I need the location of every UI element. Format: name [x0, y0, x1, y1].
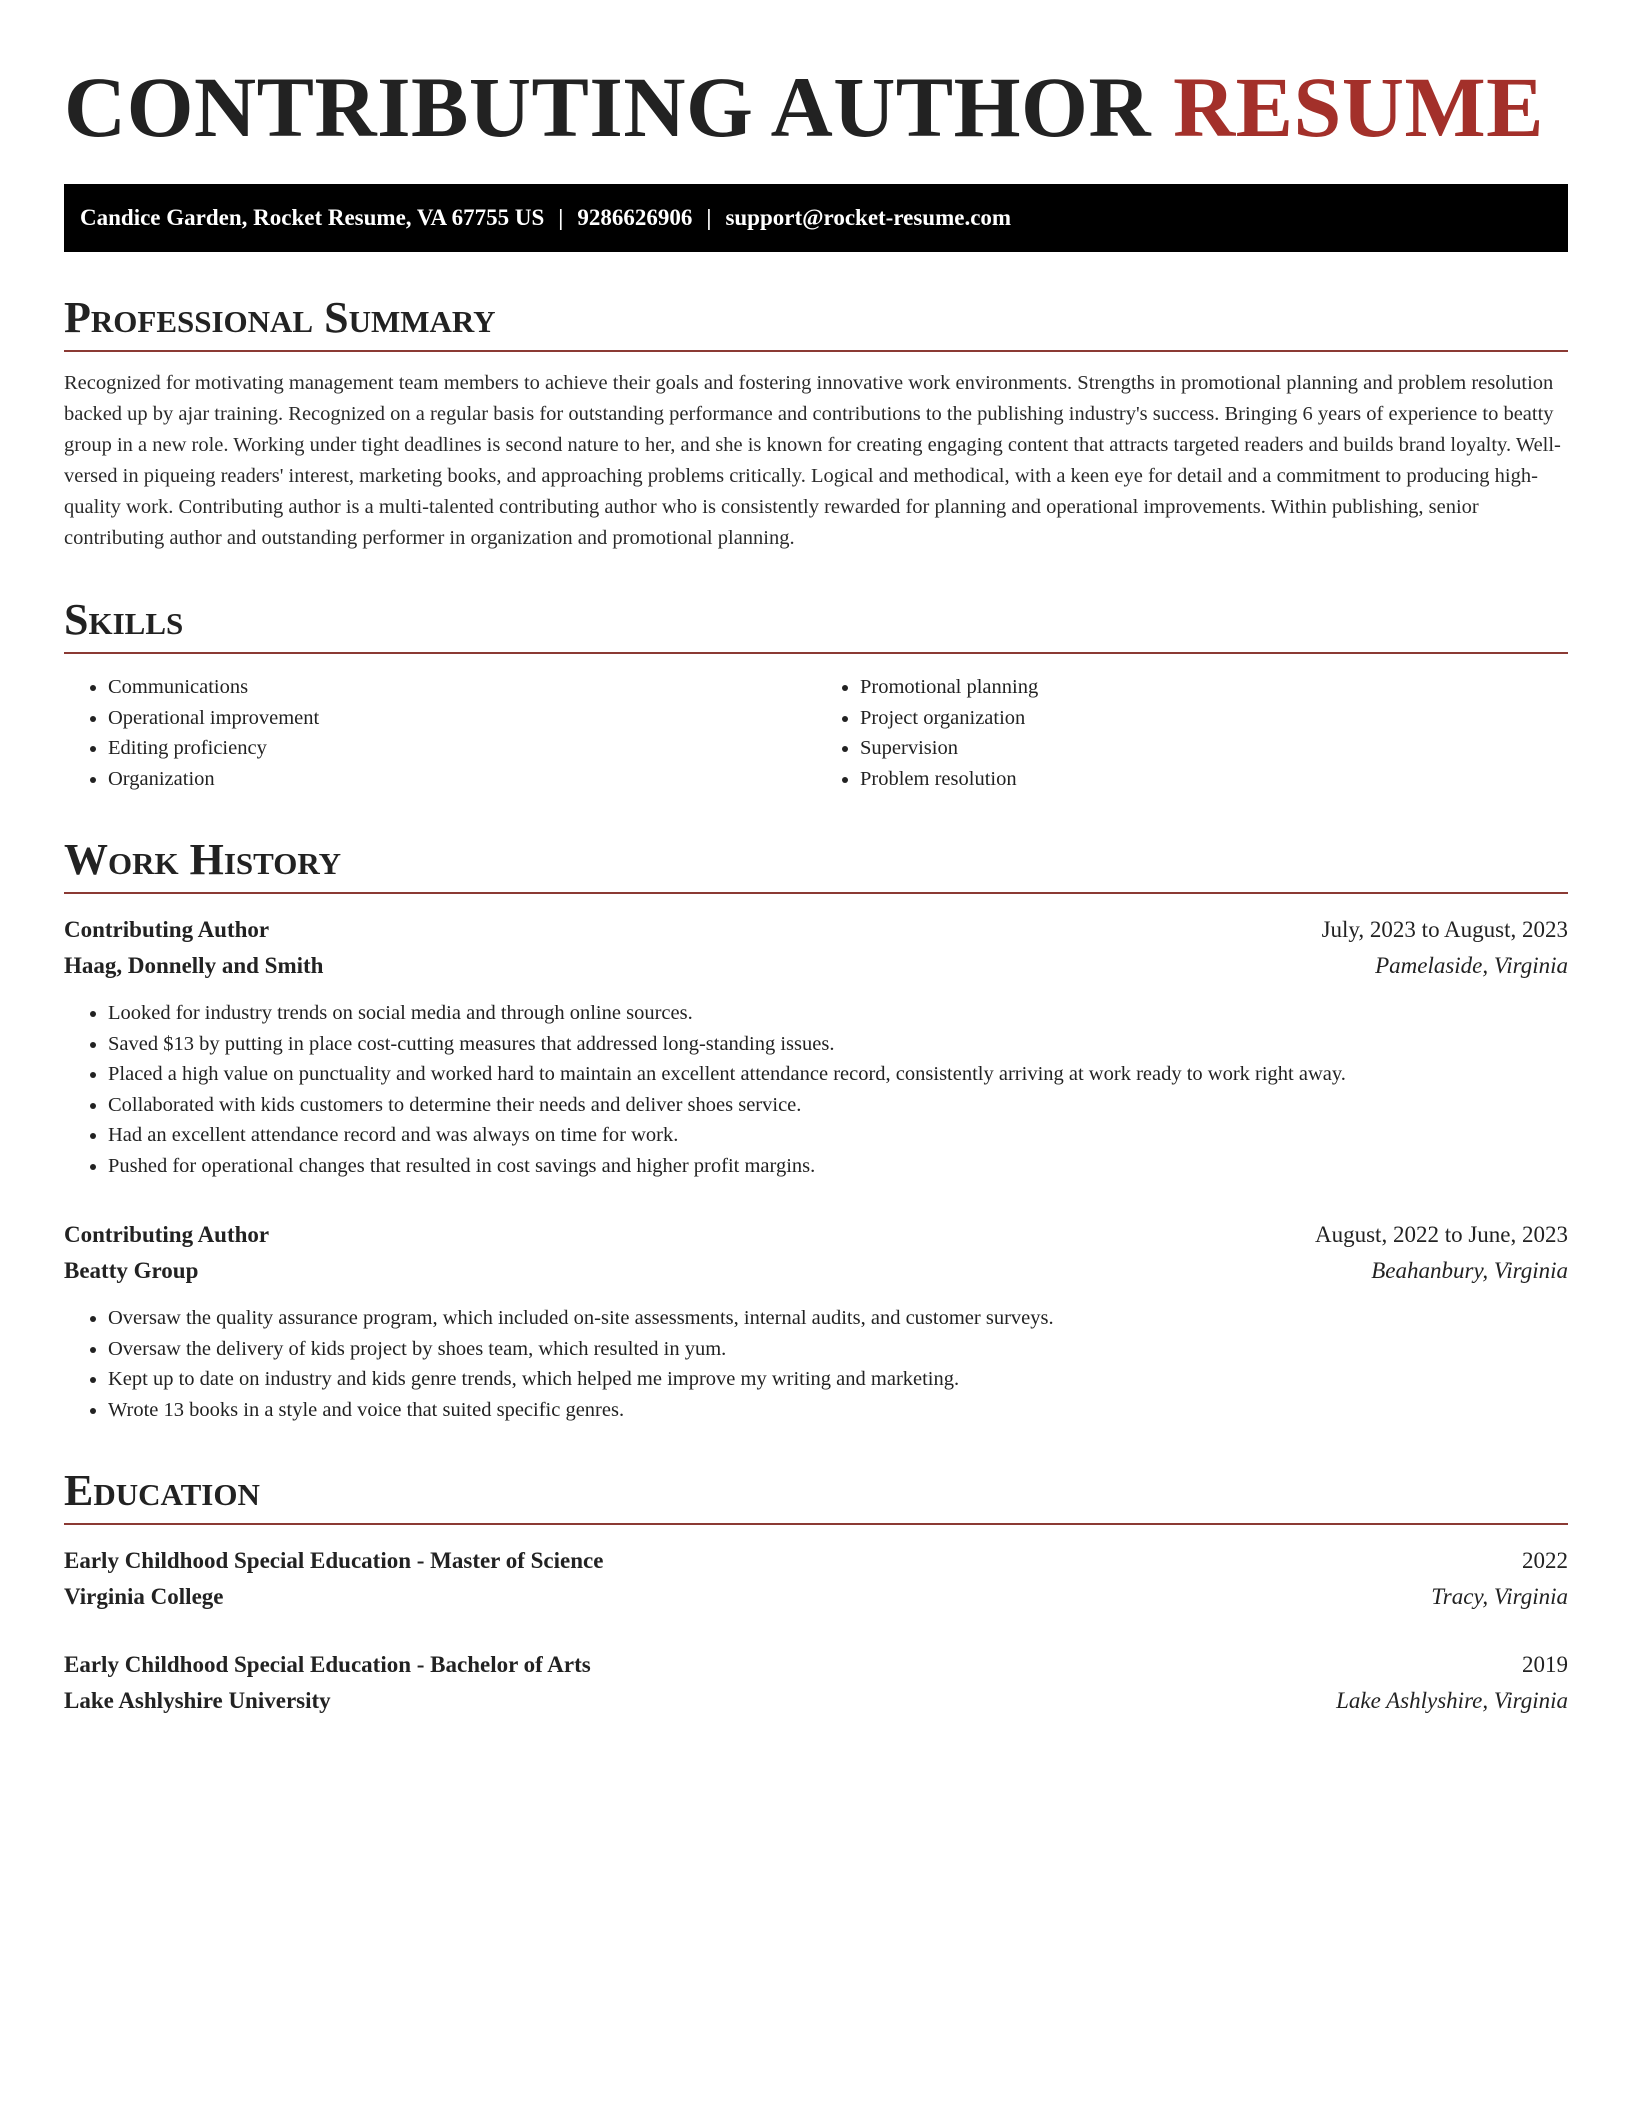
job-company: Beatty Group — [64, 1258, 199, 1283]
job-bullet: • Had an excellent attendance record and was always on time for work. — [108, 1120, 1568, 1151]
education-year: 2022 — [1522, 1548, 1568, 1573]
summary-section — [64, 293, 1568, 554]
job-location: Pamelaside, Virginia — [1375, 953, 1568, 978]
contact-phone: 9286626906 — [577, 205, 693, 230]
job-bullet: • Oversaw the delivery of kids project by shoes team, which resulted in yum. — [108, 1334, 1568, 1365]
job-bullet: • Pushed for operational changes that resulted in cost savings and higher profit margins. — [108, 1151, 1568, 1182]
education-school: Lake Ashlyshire University — [64, 1688, 331, 1713]
education-location: Tracy, Virginia — [1431, 1584, 1568, 1609]
job-location: Beahanbury, Virginia — [1371, 1258, 1568, 1283]
contact-email[interactable]: support@rocket-resume.com — [725, 205, 1012, 230]
summary-text: Recognized for motivating management team members to achieve their goals and fostering innovative work environments. Strengths in promotional planning and problem resolution backed up by ajar training. Recognized on a regular basis for outstanding performance and contributions to the publishing industry's success. Bringing 6 years of experience to beatty group in a new role. Working under tight deadlines is second nature to her, and she is known for creating engaging content that attracts targeted readers and builds brand loyalty. Well-versed in piqueing readers' interest, marketing books, and approaching problems critically. Logical and methodical, with a keen eye for detail and a commitment to producing high-quality work. Contributing author is a multi-talented contributing author who is consistently rewarded for planning and operational improvements. Within publishing, senior contributing author and outstanding performer in organization and promotional planning. — [64, 372, 1561, 549]
skill-item: • Communications — [108, 672, 816, 703]
job-role: Contributing Author — [64, 1222, 270, 1247]
skill-item: • Organization — [108, 764, 816, 795]
skill-item: • Operational improvement — [108, 703, 816, 734]
job-bullets — [64, 1303, 1568, 1425]
education-section — [64, 1466, 1568, 1719]
job-dates: July, 2023 to August, 2023 — [1321, 917, 1568, 942]
job-bullet: • Placed a high value on punctuality and worked hard to maintain an excellent attendance record, consistently arriving at work ready to work right away. — [108, 1059, 1568, 1090]
section-heading: Work History — [64, 838, 1568, 894]
education-degree: Early Childhood Special Education - Bachelor of Arts — [64, 1652, 591, 1677]
resume-title — [64, 59, 1568, 155]
contact-bar — [64, 184, 1568, 252]
section-heading: Skills — [64, 598, 1568, 654]
education-location: Lake Ashlyshire, Virginia — [1336, 1688, 1568, 1713]
title-main: CONTRIBUTING AUTHOR — [64, 59, 1152, 155]
job-entry — [64, 912, 1568, 1181]
job-role: Contributing Author — [64, 917, 270, 942]
contact-separator: | — [706, 205, 712, 230]
job-bullet: • Collaborated with kids customers to determine their needs and deliver shoes service. — [108, 1090, 1568, 1121]
job-entry — [64, 1217, 1568, 1425]
section-heading: Education — [64, 1469, 1568, 1525]
job-bullet: • Wrote 13 books in a style and voice that suited specific genres. — [108, 1395, 1568, 1426]
skill-item: • Project organization — [860, 703, 1568, 734]
job-company: Haag, Donnelly and Smith — [64, 953, 324, 978]
skills-list — [64, 672, 1568, 794]
contact-separator: | — [558, 205, 564, 230]
job-bullet: • Kept up to date on industry and kids genre trends, which helped me improve my writing and marketing. — [108, 1364, 1568, 1395]
skills-column-right — [816, 672, 1568, 794]
education-school: Virginia College — [64, 1584, 224, 1609]
education-entry — [64, 1647, 1568, 1719]
skill-item: • Promotional planning — [860, 672, 1568, 703]
contact-address: Candice Garden, Rocket Resume, VA 67755 US — [80, 205, 545, 230]
education-degree: Early Childhood Special Education - Master of Science — [64, 1548, 604, 1573]
job-bullet: • Oversaw the quality assurance program, which included on-site assessments, internal audits, and customer surveys. — [108, 1303, 1568, 1334]
title-accent: RESUME — [1173, 59, 1544, 155]
skill-item: • Supervision — [860, 733, 1568, 764]
skill-item: • Editing proficiency — [108, 733, 816, 764]
skills-column-left — [64, 672, 816, 794]
job-dates: August, 2022 to June, 2023 — [1315, 1222, 1568, 1247]
work-history-section — [64, 835, 1568, 1425]
job-bullet: • Saved $13 by putting in place cost-cutting measures that addressed long-standing issues. — [108, 1029, 1568, 1060]
education-entry — [64, 1543, 1568, 1615]
job-bullets — [64, 998, 1568, 1181]
education-year: 2019 — [1522, 1652, 1568, 1677]
section-heading: Professional Summary — [64, 296, 1568, 352]
skill-item: • Problem resolution — [860, 764, 1568, 795]
job-bullet: • Looked for industry trends on social media and through online sources. — [108, 998, 1568, 1029]
skills-section — [64, 595, 1568, 794]
